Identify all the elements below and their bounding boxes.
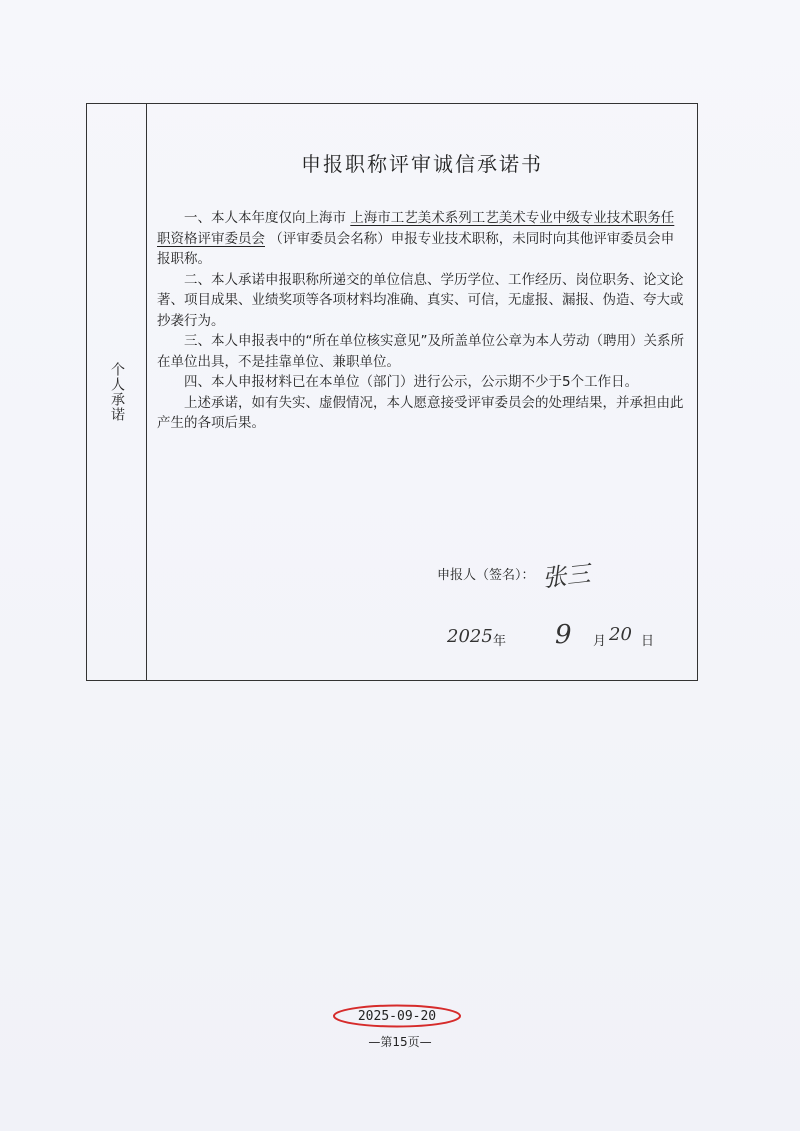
date-month-unit: 月 [593, 634, 607, 649]
date-year: 2025 [447, 626, 493, 647]
paragraph-3: 三、本人申报表中的“所在单位核实意见”及所盖单位公章为本人劳动（聘用）关系所在单位出具，不是挂靠单位、兼职单位。 [157, 333, 684, 370]
signature-date [447, 620, 707, 664]
signature-label: 申报人（签名）： [437, 568, 535, 583]
left-label: 个人承诺 [109, 362, 125, 422]
date-day: 20 [609, 624, 632, 645]
document-title: 申报职称评审诚信承诺书 [301, 152, 543, 176]
date-stamp [332, 1004, 462, 1028]
p1-suffix: （评审委员会名称）申报专业技术职称，未同时向其他评审委员会申报职称。 [157, 230, 675, 267]
commitment-table [86, 103, 698, 681]
date-year-unit: 年 [493, 634, 507, 649]
page-number: —第15页— [368, 1035, 432, 1049]
paragraph-2: 二、本人承诺申报职称所递交的单位信息、学历学位、工作经历、岗位职务、论文论著、项目成果、业绩奖项等各项材料均准确、真实、可信，无虚报、漏报、伪造、夸大或抄袭行为。 [157, 271, 684, 329]
committee-name: 上海市工艺美术系列工艺美术专业中级专业技术职务任职资格评审委员会 [157, 210, 675, 247]
handwritten-signature: 张三 [540, 559, 592, 593]
date-day-unit: 日 [641, 634, 655, 649]
p1-prefix: 一、本人本年度仅向上海市 [184, 210, 346, 226]
left-label-column [87, 104, 147, 680]
commitment-body [157, 208, 685, 434]
paragraph-1 [157, 208, 685, 270]
date-month: 9 [555, 620, 572, 650]
paragraph-5: 上述承诺，如有失实、虚假情况，本人愿意接受评审委员会的处理结果，并承担由此产生的各项后果。 [157, 394, 684, 431]
stamp-date-text: 2025-09-20 [357, 1009, 437, 1024]
commitment-content [147, 104, 697, 680]
paragraph-4: 四、本人申报材料已在本单位（部门）进行公示，公示期不少于5个工作日。 [184, 374, 639, 390]
